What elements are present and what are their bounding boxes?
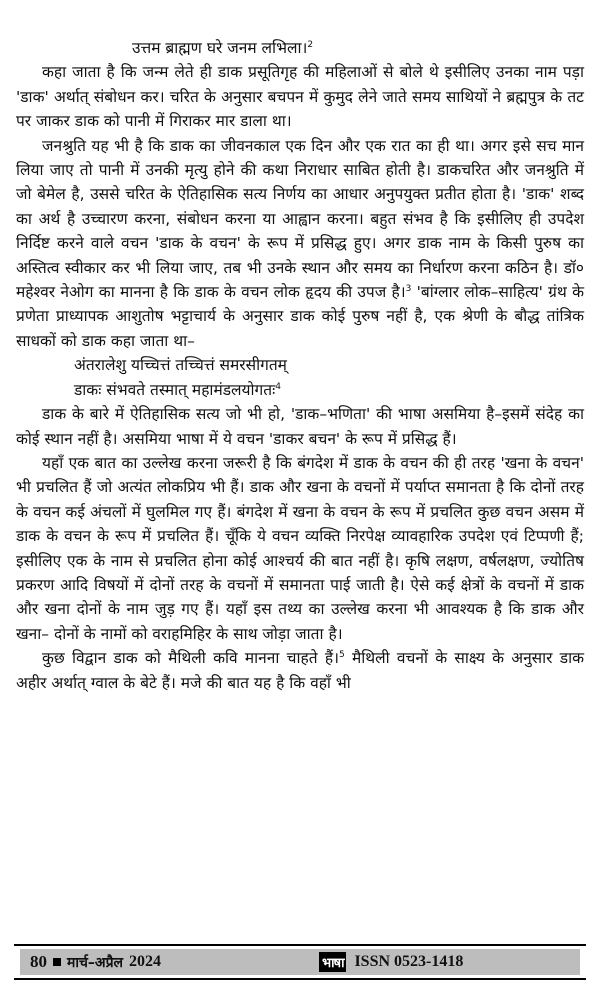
paragraph-1: कहा जाता है कि जन्म लेते ही डाक प्रसूतिगृह की महिलाओं से बोले थे इसीलिए उनका नाम पड़ा 'डाक' अर्थात् संबोधन कर। चरित के अनुसार बचपन में कुमुद लेने जाते समय साथियों ने ब्रह्मपुत्र के तट पर जाकर डाक को पानी में गिराकर मार डाला था। (16, 63, 584, 131)
paragraph-2-text-a: जनश्रुति यह भी है कि डाक का जीवनकाल एक दिन और एक रात का ही था। अगर इसे सच मान लिया जाए तो पानी में उनकी मृत्यु होने की कथा निराधार साबित होती है। डाकचरित और जनश्रुति में जो बेमेल है, उससे चरित के ऐतिहासिक सत्य निर्णय का आधार अनुपयुक्त प्रतीत होता है। 'डाक' शब्द का अर्थ है उच्चारण करना, संबोधन करना या आह्वान करना। बहुत संभव है कि इसीलिए ही उपदेश निर्दिष्ट करने वाले वचन 'डाक के वचन' के रूप में प्रसिद्ध हुए। अगर डाक नाम के किसी पुरुष का अस्तित्व स्वीकार कर भी लिया जाए, तब भी उनके स्थान और समय का निर्धारण करना कठिन है। डॉ० महेश्वर नेओग का मानना है कि डाक के वचन लोक हृदय की उपज है। (16, 136, 584, 302)
square-bullet-icon (53, 958, 61, 966)
issue-months: मार्च–अप्रैल (67, 954, 124, 971)
footnote-ref-2: 2 (307, 39, 314, 50)
paragraph-5-text-a: कुछ विद्वान डाक को मैथिली कवि मानना चाहते हैं। (42, 649, 339, 668)
footnote-ref-4: 4 (275, 381, 281, 392)
article-body (16, 36, 584, 695)
paragraph-2 (16, 134, 584, 354)
verse-top-text: उत्तम ब्राह्मण घरे जनम लभिला। (132, 39, 308, 57)
page-footer (14, 944, 586, 980)
paragraph-5-text-b: मैथिली वचनों के साक्ष्य के अनुसार डाक अहीर अर्थात् ग्वाल के बेटे हैं। मजे की बात यह है कि वहाँ भी (16, 649, 584, 692)
footnote-ref-5: 5 (338, 650, 345, 660)
verse-line-2 (16, 378, 584, 402)
paragraph-4: यहाँ एक बात का उल्लेख करना जरूरी है कि बंगदेश में डाक के वचन की ही तरह 'खना के वचन' भी प्रचलित हैं जो अत्यंत लोकप्रिय भी हैं। डाक और खना के वचनों में पर्याप्त समानता है कि दोनों तरह के वचन कई अंचलों में घुलमिल गए हैं। बंगदेश में खना के वचन के रूप में प्रचलित कुछ वचन असम में डाक के वचन के रूप में प्रचलित हैं। चूँकि ये वचन व्यक्ति निरपेक्ष व्यावहारिक उपदेश एवं टिप्पणी हैं; इसीलिए एक के नाम से प्रचलित होना कोई आश्चर्य की बात नहीं है। कृषि लक्षण, वर्षलक्षण, ज्योतिष प्रकरण आदि विषयों में दोनों तरह के वचनों में समानता पाई जाती है। ऐसे कई क्षेत्रों के वचनों में डाक और खना दोनों के नाम जुड़ गए हैं। यहाँ इस तथ्य का उल्लेख करना भी आवश्यक है कि डाक और खना– दोनों के नामों को वराहमिहिर के साथ जोड़ा जाता है। (16, 453, 584, 643)
footnote-ref-3: 3 (405, 283, 412, 294)
verse-line-1: अंतरालेशु यच्चित्तं तच्चित्तं समरसीगतम् (74, 356, 287, 375)
paragraph-2-text-b: 'बांग्लार लोक–साहित्य' ग्रंथ के प्रणेता प्राध्यापक आशुतोष भट्टाचार्य के अनुसार डाक कोई पुरुष नहीं है, एक श्रेणी के बौद्ध तांत्रिक साधकों को डाक कहा जाता था– (16, 283, 584, 350)
verse-line-2-text: डाकः संभवते तस्मात् महामंडलयोगतः (74, 380, 276, 399)
verse-top (16, 36, 584, 60)
issue-year: 2024 (129, 953, 162, 970)
paragraph-5 (16, 646, 584, 695)
journal-logo: भाषा (319, 952, 346, 972)
paragraph-3: डाक के बारे में ऐतिहासिक सत्य जो भी हो, 'डाक–भणिता' की भाषा असमिया है–इसमें संदेह का कोई स्थान नहीं है। असमिया भाषा में ये वचन 'डाकर बचन' के रूप में प्रसिद्ध हैं। (16, 405, 584, 448)
page-number: 80 (30, 952, 47, 971)
footer-band (20, 949, 580, 975)
issn-number: ISSN 0523-1418 (354, 953, 464, 970)
